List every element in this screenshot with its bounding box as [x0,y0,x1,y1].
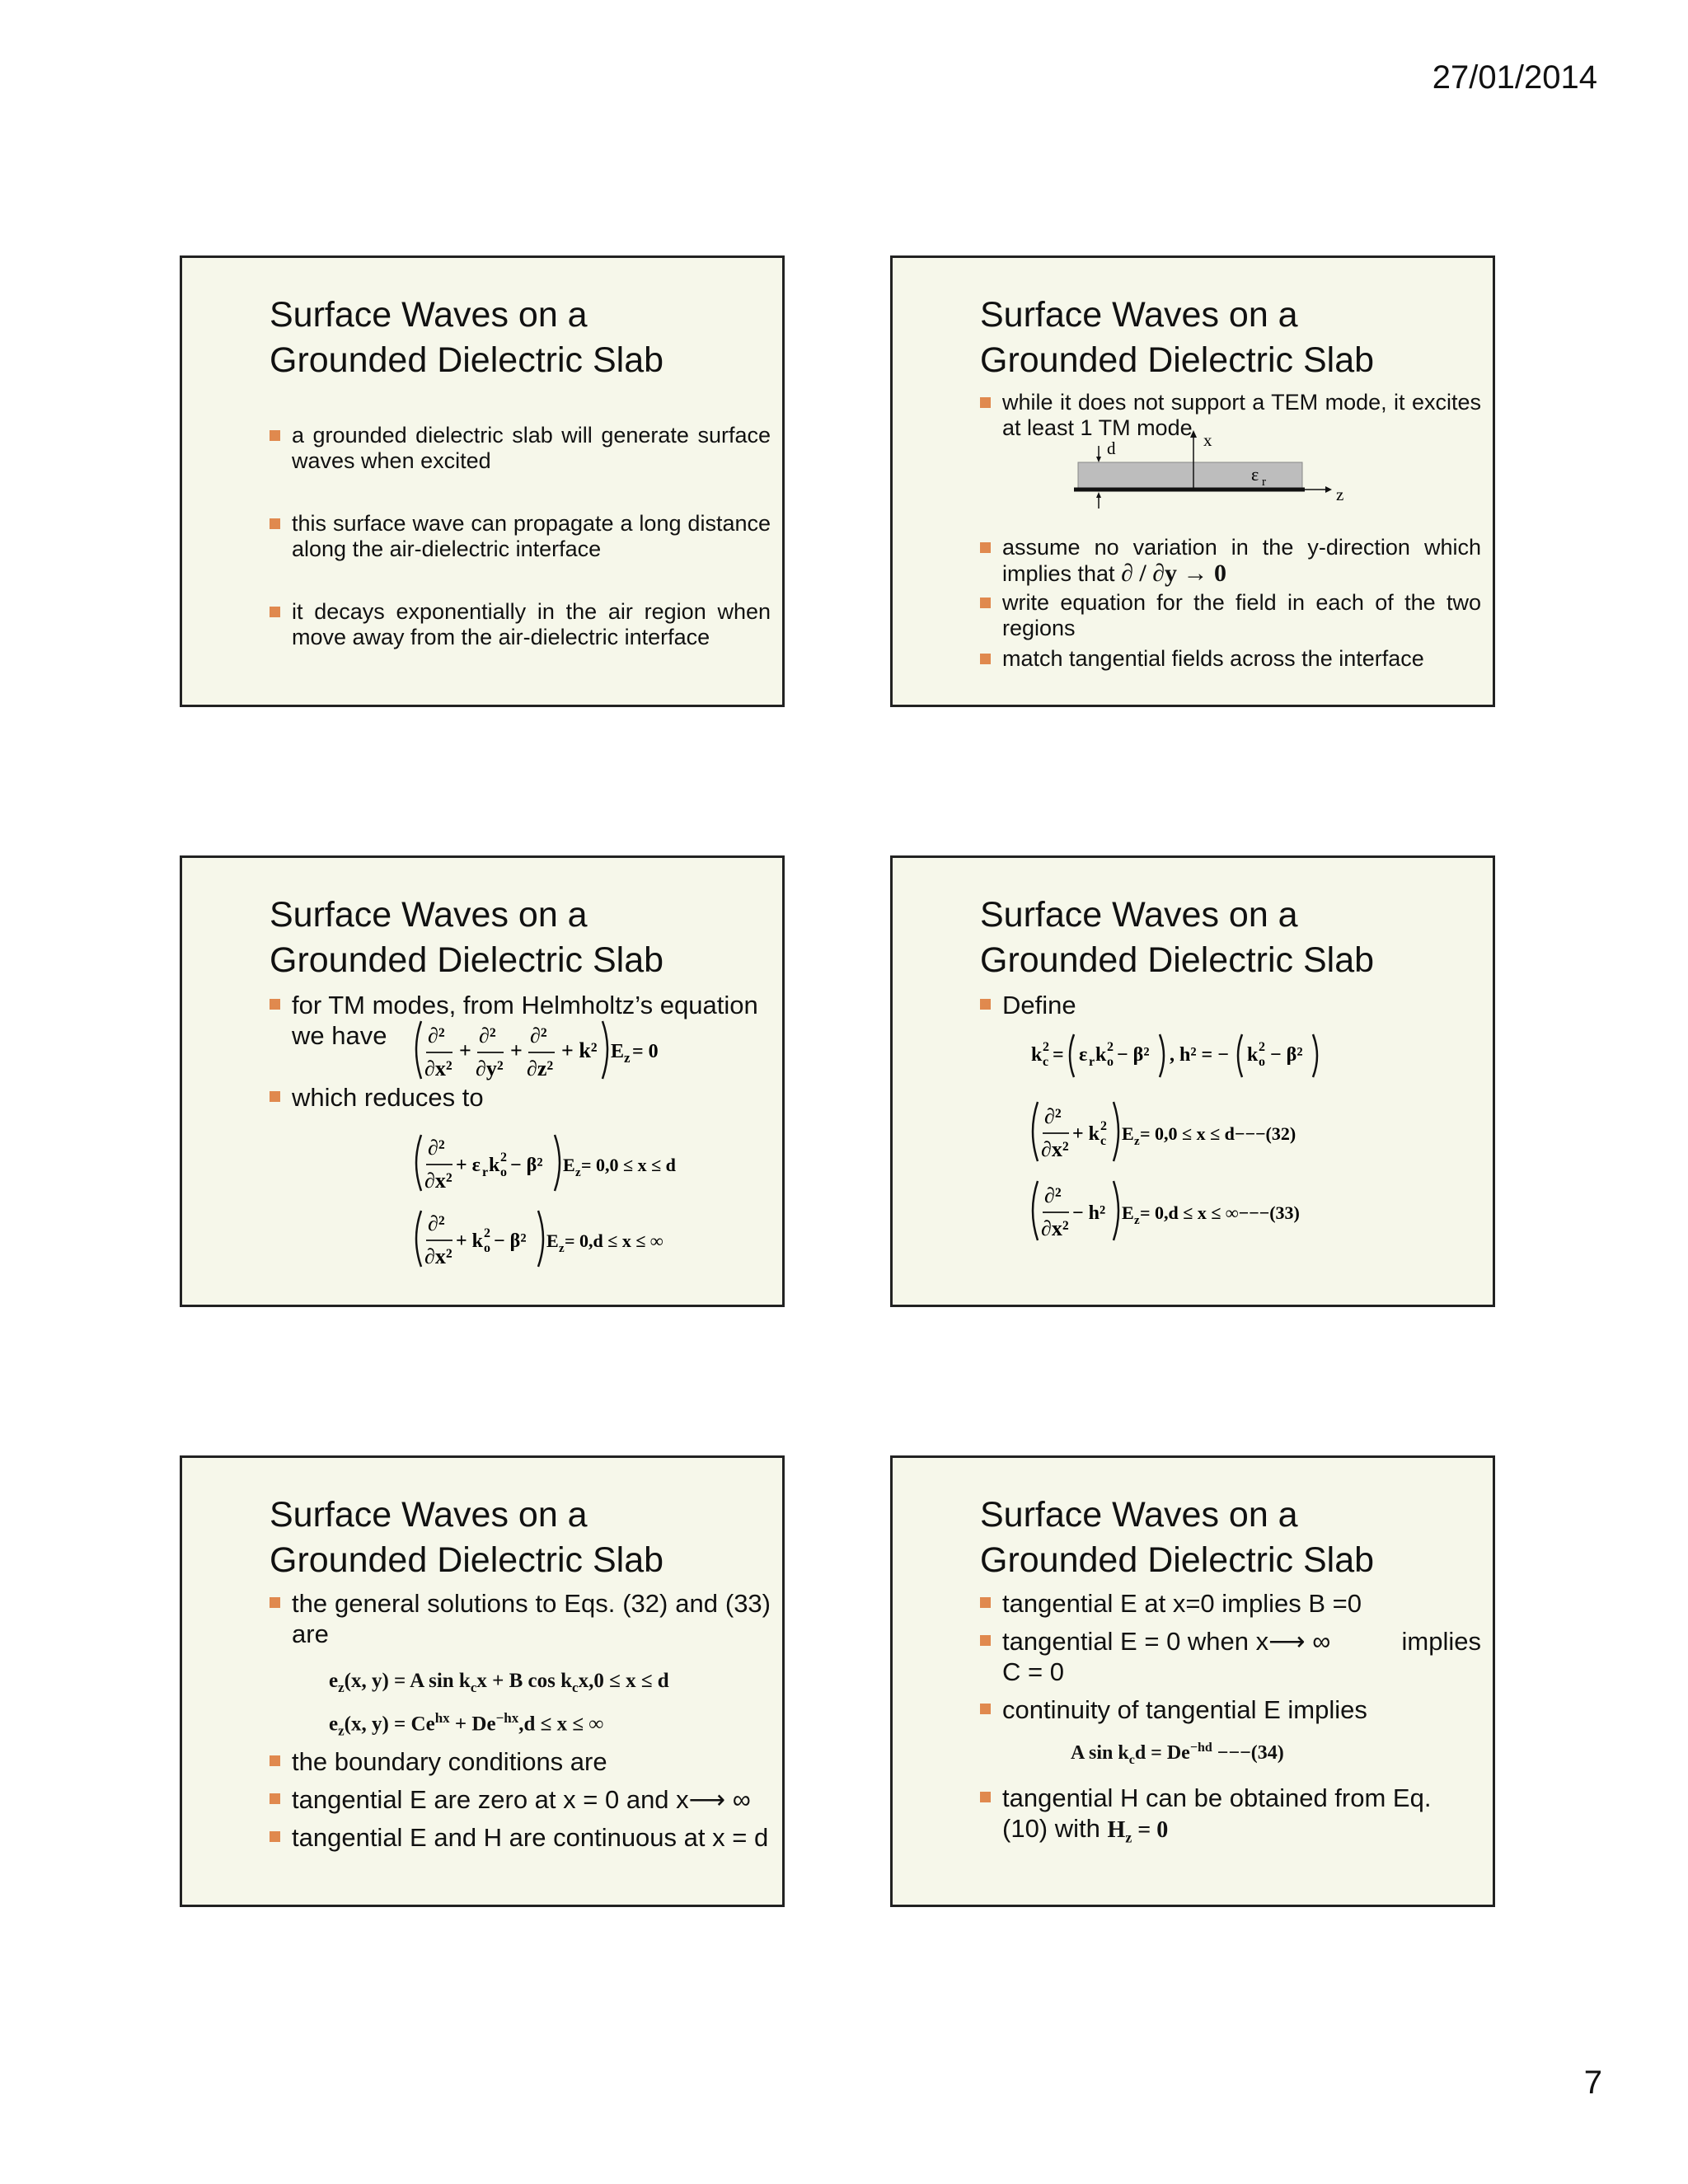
slide-6 [890,1455,1495,1907]
svg-text:∂²: ∂² [479,1024,496,1047]
svg-text:= 0,0 ≤ x ≤ d−−−(32): = 0,0 ≤ x ≤ d−−−(32) [1140,1123,1296,1144]
bullet-list [980,1588,1481,1725]
bullet-item: write equation for the field in each of the two regions [980,590,1481,641]
svg-text:+ k: + k [1072,1123,1100,1145]
svg-text:z: z [559,1242,565,1255]
svg-text:z: z [1134,1135,1140,1148]
bullet-item: tangential H can be obtained from Eq. (10) with $H_z = 0$ [980,1783,1481,1854]
svg-text:− β²: − β² [494,1230,527,1252]
bullet-item: tangential E at x=0 implies B =0 [980,1588,1481,1619]
reduced-equation-outside [410,1207,772,1273]
page-number: 7 [1583,2064,1602,2101]
svg-text:= 0,d ≤ x ≤ ∞: = 0,d ≤ x ≤ ∞ [565,1230,663,1251]
slide-title: Surface Waves on a Grounded Dielectric Slab [270,1495,664,1580]
bullet-item: this surface wave can propagate a long distance along the air-dielectric interface [270,511,771,562]
svg-text:k: k [1031,1044,1043,1066]
bullet-list-2 [270,1746,771,1853]
svg-text:− β²: − β² [510,1155,543,1176]
bullet-item: it decays exponentially in the air region when move away from the air-dielectric interface [270,599,771,650]
slide-4 [890,855,1495,1307]
svg-text:+ k: + k [456,1230,484,1252]
svg-text:∂²: ∂² [428,1136,445,1160]
bullet-item: the boundary conditions are [270,1746,771,1777]
svg-text:o: o [500,1165,507,1179]
eps-label: ε [1251,464,1259,485]
bullet-item: the general solutions to Eqs. (32) and (33) are [270,1588,771,1649]
svg-text:∂²: ∂² [530,1024,547,1047]
svg-text:∂²: ∂² [1044,1183,1062,1207]
bullet-item: tangential E and H are continuous at x = d [270,1822,771,1853]
partial-y-expression: ∂ / ∂y → 0 [1121,560,1227,587]
dielectric-slab [1078,462,1302,489]
bullet-item: tangential E are zero at x = 0 and x⟶ ∞ [270,1784,771,1815]
svg-text:2: 2 [484,1226,490,1240]
bullet-item: tangential E = 0 when x⟶ ∞ implies C = 0 [980,1626,1481,1687]
x-arrowhead [1190,430,1197,438]
svg-text:∂y²: ∂y² [476,1057,504,1080]
bullet-list [980,990,1481,1020]
svg-text:E: E [563,1155,575,1175]
slide-title: Surface Waves on a Grounded Dielectric Slab [270,895,664,980]
general-solution-outside: $e_z(x$, $y) = Ce^{hx} + De^{-hx},d \le x$ ≤ ∞ [329,1710,604,1739]
slide-title: Surface Waves on a Grounded Dielectric Slab [980,1495,1375,1580]
svg-text:z: z [1134,1214,1140,1227]
z-arrowhead [1325,486,1332,493]
d-label: d [1107,438,1116,458]
svg-text:=: = [1053,1044,1064,1066]
hz-zero-expression: $H_z = 0$ [1107,1817,1169,1846]
bullet-item: for TM modes, from Helmholtz’s equation we have [270,990,771,1089]
svg-text:= 0,0 ≤ x ≤ d: = 0,0 ≤ x ≤ d [581,1155,676,1175]
slide-5 [180,1455,785,1907]
kc-h-definition [1031,1026,1377,1084]
svg-text:∂²: ∂² [428,1024,445,1047]
svg-text:2: 2 [1259,1040,1265,1054]
svg-text:r: r [1089,1055,1095,1069]
svg-text:∂x²: ∂x² [1041,1216,1069,1240]
svg-text:− β²: − β² [1270,1044,1303,1066]
svg-text:∂x²: ∂x² [424,1244,452,1268]
bullet-list [270,423,771,650]
equation-34: A $\sin k_cd = De^{-hd} ---(34)$ [1071,1741,1284,1767]
eps-sub-label: r [1262,476,1266,489]
svg-text:2: 2 [1107,1040,1114,1054]
x-label: x [1203,430,1212,450]
general-solution-inside: $e_z(x$, y) = A $\sin k_cx + B$ $\cos k_cx,0 \le x \le d$ [329,1670,669,1695]
svg-text:o: o [1259,1055,1265,1069]
svg-text:, h² = −: , h² = − [1170,1044,1229,1066]
svg-text:k: k [1247,1044,1259,1066]
svg-text:E: E [1122,1202,1134,1223]
svg-text:∂²: ∂² [428,1212,445,1235]
svg-text:o: o [484,1241,490,1255]
svg-text:+ k²: + k² [561,1038,598,1062]
reduced-equation-inside [410,1132,772,1197]
svg-text:+: + [510,1038,523,1062]
svg-text:∂x²: ∂x² [424,1169,452,1193]
svg-text:E: E [1122,1123,1134,1144]
svg-text:E: E [546,1230,559,1251]
svg-text:− h²: − h² [1072,1202,1106,1224]
slab-diagram [1074,429,1354,512]
helmholtz-equation [410,1016,723,1090]
bullet-item: Define [980,990,1481,1020]
svg-text:∂x²: ∂x² [424,1057,452,1080]
slide-title: Surface Waves on a Grounded Dielectric Slab [980,895,1375,980]
header-date: 27/01/2014 [1432,59,1597,96]
equation-32 [1026,1099,1389,1169]
svg-text:∂z²: ∂z² [527,1057,554,1080]
slide-3 [180,855,785,1307]
svg-text:k: k [489,1155,500,1176]
svg-text:− β²: − β² [1117,1044,1150,1066]
bullet-item: assume no variation in the y-direction which implies that ∂ / ∂y → 0 [980,535,1481,587]
svg-text:+ ε: + ε [456,1155,481,1176]
svg-text:k: k [1095,1044,1107,1066]
svg-text:c: c [1100,1134,1107,1148]
slide-2 [890,255,1495,707]
slide-1 [180,255,785,707]
svg-text:2: 2 [500,1151,507,1165]
bullet-item: a grounded dielectric slab will generate surface waves when excited [270,423,771,474]
svg-text:E: E [611,1041,625,1062]
bullet-list-2 [980,535,1481,672]
svg-text:z: z [575,1166,581,1179]
svg-text:z: z [624,1050,631,1066]
slide-title: Surface Waves on a Grounded Dielectric Slab [270,295,664,380]
bullet-item: while it does not support a TEM mode, it excites at least 1 TM mode [980,390,1481,441]
bullet-list-2 [980,1783,1481,1854]
bullet-item: which reduces to [270,1082,771,1113]
svg-text:c: c [1043,1055,1049,1069]
svg-text:= 0,d ≤ x ≤ ∞−−−(33): = 0,d ≤ x ≤ ∞−−−(33) [1140,1202,1300,1223]
svg-text:ε: ε [1079,1044,1088,1066]
svg-text:∂²: ∂² [1044,1104,1062,1128]
svg-text:o: o [1107,1055,1114,1069]
svg-text:2: 2 [1100,1119,1107,1133]
bullet-item: match tangential fields across the interface [980,646,1481,672]
svg-text:2: 2 [1043,1040,1049,1054]
equation-33 [1026,1178,1389,1249]
slide-title: Surface Waves on a Grounded Dielectric Slab [980,295,1375,380]
svg-text:∂x²: ∂x² [1041,1137,1069,1161]
svg-text:r: r [482,1165,489,1179]
bullet-list [270,1588,771,1649]
svg-text:= 0: = 0 [632,1041,659,1062]
z-label: z [1336,485,1344,504]
svg-text:+: + [459,1038,471,1062]
bullet-item: continuity of tangential E implies [980,1694,1481,1725]
